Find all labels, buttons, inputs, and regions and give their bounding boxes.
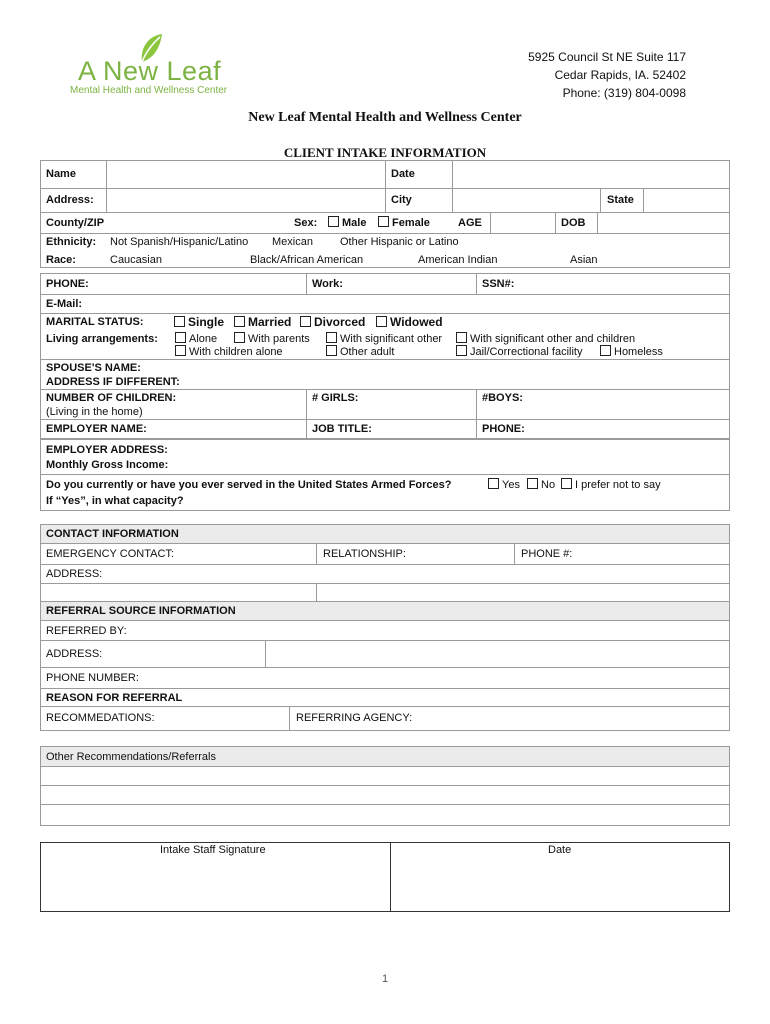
living-option[interactable]: Jail/Correctional facility: [456, 345, 582, 358]
marital-option[interactable]: Single: [174, 315, 224, 329]
dob-label: DOB: [561, 217, 586, 229]
marital-option[interactable]: Divorced: [300, 315, 365, 329]
email-label: E-Mail:: [46, 298, 83, 310]
living-home-note: (Living in the home): [46, 406, 143, 418]
state-label: State: [607, 194, 634, 206]
staff-signature-label: Intake Staff Signature: [160, 844, 266, 856]
clinic-address: [528, 48, 686, 102]
page-number: 1: [381, 973, 389, 985]
other-header: Other Recommendations/Referrals: [46, 751, 216, 763]
address-line1: 5925 Council St NE Suite 117: [528, 50, 686, 64]
ssn-label: SSN#:: [482, 278, 515, 290]
address-line2: Cedar Rapids, IA. 52402: [554, 68, 686, 82]
marital-label: MARITAL STATUS:: [46, 316, 144, 328]
armed-prefer-checkbox[interactable]: I prefer not to say: [561, 478, 661, 491]
phone-label: PHONE:: [46, 278, 89, 290]
armed-yes-checkbox[interactable]: Yes: [488, 478, 520, 491]
race-label: Race:: [46, 254, 76, 266]
sex-label: Sex:: [294, 217, 318, 229]
relationship-label: RELATIONSHIP:: [323, 548, 406, 560]
signature-date-label: Date: [548, 844, 572, 856]
page-title: New Leaf Mental Health and Wellness Center: [248, 110, 522, 125]
marital-option[interactable]: Widowed: [376, 315, 443, 329]
ethnicity-option[interactable]: Other Hispanic or Latino: [340, 236, 459, 248]
living-option[interactable]: With significant other and children: [456, 332, 635, 345]
living-option[interactable]: With parents: [234, 332, 310, 345]
referring-agency-label: REFERRING AGENCY:: [296, 712, 413, 724]
living-option[interactable]: With children alone: [175, 345, 283, 358]
work-label: Work:: [312, 278, 343, 290]
referral-phone-label: PHONE NUMBER:: [46, 672, 139, 684]
referral-header: REFERRAL SOURCE INFORMATION: [46, 605, 236, 617]
living-option[interactable]: Other adult: [326, 345, 394, 358]
armed-forces-question: Do you currently or have you ever served in the United States Armed Forces?: [46, 479, 452, 491]
city-label: City: [391, 194, 412, 206]
address-line3: Phone: (319) 804-0098: [562, 86, 686, 100]
logo-name: A New Leaf: [78, 56, 222, 86]
living-option[interactable]: Homeless: [600, 345, 663, 358]
race-option[interactable]: Black/African American: [250, 254, 364, 266]
living-label: Living arrangements:: [46, 333, 158, 345]
living-option[interactable]: Alone: [175, 332, 217, 345]
age-label: AGE: [458, 217, 482, 229]
income-label: Monthly Gross Income:: [46, 459, 169, 471]
ethnicity-label: Ethnicity:: [46, 236, 97, 248]
signature-box: [40, 842, 730, 912]
address-different-label: ADDRESS IF DIFFERENT:: [46, 376, 180, 388]
female-checkbox[interactable]: Female: [378, 216, 430, 229]
job-title-label: JOB TITLE:: [312, 423, 372, 435]
referred-by-label: REFERRED BY:: [46, 625, 127, 637]
reason-label: REASON FOR REFERRAL: [46, 692, 183, 704]
male-checkbox[interactable]: Male: [328, 216, 366, 229]
ethnicity-option[interactable]: Not Spanish/Hispanic/Latino: [110, 236, 249, 248]
referral-address-label: ADDRESS:: [46, 648, 103, 660]
name-label: Name: [46, 168, 76, 180]
address-label: Address:: [46, 194, 94, 206]
living-option[interactable]: With significant other: [326, 332, 442, 345]
armed-no-checkbox[interactable]: No: [527, 478, 555, 491]
boys-label: #BOYS:: [482, 392, 523, 404]
children-label: NUMBER OF CHILDREN:: [46, 392, 177, 404]
form-subtitle: CLIENT INTAKE INFORMATION: [283, 145, 487, 160]
ethnicity-option[interactable]: Mexican: [272, 236, 313, 248]
employer-label: EMPLOYER NAME:: [46, 423, 147, 435]
race-option[interactable]: Asian: [570, 254, 598, 266]
county-label: County/ZIP: [46, 217, 105, 229]
spouse-label: SPOUSE'S NAME:: [46, 362, 141, 374]
race-option[interactable]: American Indian: [418, 254, 498, 266]
girls-label: # GIRLS:: [312, 392, 359, 404]
recommendations-label: RECOMMEDATIONS:: [46, 712, 155, 724]
contact-address-label: ADDRESS:: [46, 568, 103, 580]
contact-phone-label: PHONE #:: [521, 548, 573, 560]
race-option[interactable]: Caucasian: [110, 254, 162, 266]
logo: [68, 32, 238, 98]
emergency-contact-label: EMERGENCY CONTACT:: [46, 548, 174, 560]
logo-tagline: Mental Health and Wellness Center: [70, 85, 228, 96]
marital-option[interactable]: Married: [234, 315, 291, 329]
employer-address-label: EMPLOYER ADDRESS:: [46, 444, 168, 456]
capacity-label: If “Yes”, in what capacity?: [46, 495, 184, 507]
employer-phone-label: PHONE:: [482, 423, 525, 435]
contact-header: CONTACT INFORMATION: [46, 528, 179, 540]
date-label: Date: [391, 168, 415, 180]
